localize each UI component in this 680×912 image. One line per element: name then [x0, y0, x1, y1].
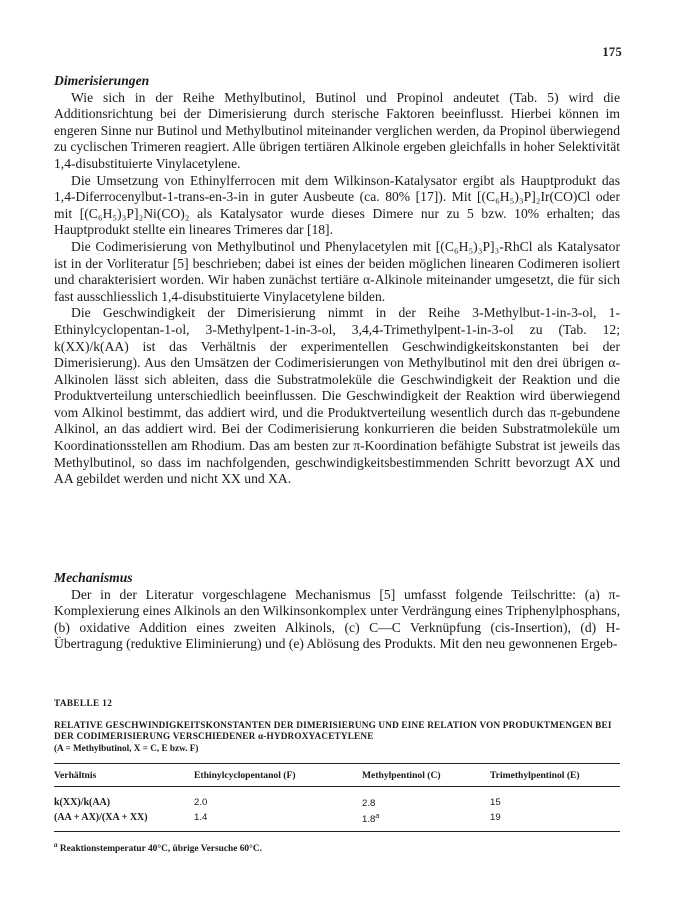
table-row: [54, 811, 620, 832]
cell-value: 2.8: [362, 798, 376, 810]
table-cell: [362, 786, 490, 810]
paragraph: Wie sich in der Reihe Methylbutinol, Butinol und Propinol andeutet (Tab. 5) wird die Additionsrichtung bei der Dimerisierung durch sterische Faktoren beeinflusst. Hierbei können im engeren Sinne nur Butinol und Methylbutinol miteinander verglichen werden, da Propinol überwiegend zu cyclischen Trimeren reagiert. Alle übrigen tertiären Alkinole ergeben gleichfalls in hoher Selektivität 1,4-disubstituierte Vinylacetylene.: [54, 89, 620, 171]
data-table: [54, 763, 620, 832]
column-header: Verhältnis: [54, 770, 97, 782]
table-caption-note: (A = Methylbutinol, X = C, E bzw. F): [54, 742, 199, 753]
paragraph: Die Codimerisierung von Methylbutinol und Phenylacetylen mit [(C₆H₅)₃P]₃-RhCl als Katalysator ist in der Vorliteratur [5] beschrieben; dabei ist eines der beiden möglichen linearen Codimeren isoliert und charakterisiert worden. Wir haben zunächst tertiäre α-Alkinole miteinander umgesetzt, die für sich fast ausschliesslich 1,4-disubstituierte Vinylacetylene bilden.: [54, 238, 620, 304]
column-header: Trimethylpentinol (E): [490, 770, 580, 782]
section-dimerisierungen: [54, 73, 620, 488]
table-cell: 2.0: [194, 796, 208, 808]
table-cell: 19: [490, 812, 501, 824]
cell-value: 1.8: [362, 813, 376, 825]
section-heading: Mechanismus: [54, 570, 133, 585]
table-row: [54, 786, 620, 810]
table-12: [54, 698, 620, 856]
column-header: Ethinylcyclopentanol (F): [194, 770, 296, 782]
table-cell: k(XX)/k(AA): [54, 796, 111, 808]
footnote-marker: a: [54, 841, 58, 850]
table-cell: 1.4: [194, 812, 208, 824]
table-cell: [362, 811, 490, 832]
footnote-text: Reaktionstemperatur 40°C, übrige Versuche 60°C.: [57, 844, 262, 855]
table-cell: 15: [490, 796, 501, 808]
page-number: 175: [602, 45, 622, 59]
table-header-row: [54, 764, 620, 787]
table-caption: RELATIVE GESCHWINDIGKEITSKONSTANTEN DER DIMERISIERUNG UND EINE RELATION VON PRODUKTMENGEN BEI DER CODIMERISIERUNG VERSCHIEDENER α-HYDROXYACETYLENE: [54, 719, 612, 742]
footnote-marker: a: [375, 812, 380, 820]
paragraph: Der in der Literatur vorgeschlagene Mechanismus [5] umfasst folgende Teilschritte: (a) π-Komplexierung eines Alkinols an den Wilkinsonkomplex unter Verdrängung eines Triphenylphosphans, (b) oxidative Addition eines zweiten Alkinols, (c) C—C Verknüpfung (cis-Insertion), (d) H-Übertragung (reduktive Eliminierung) und (e) Ablösung des Produkts. Mit den neu gewonnenen Ergeb-: [54, 586, 620, 652]
section-heading: Dimerisierungen: [54, 73, 150, 88]
paragraph: Die Umsetzung von Ethinylferrocen mit dem Wilkinson-Katalysator ergibt als Hauptprodukt das 1,4-Diferrocenylbut-1-trans-en-3-in in guter Ausbeute (ca. 80% [17]). Mit [(C₆H₅)₃P]₂Ir(CO)Cl oder mit [(C₆H₅)₃P]₂Ni(CO)₂ als Katalysator wurde dieses Dimere nur zu 5 bzw. 10% erhalten; das Hauptprodukt stellte ein lineares Trimeres dar [18].: [54, 172, 620, 238]
section-mechanismus: [54, 570, 620, 653]
paragraph: Die Geschwindigkeit der Dimerisierung nimmt in der Reihe 3-Methylbut-1-in-3-ol, 1-Ethinylcyclopentan-1-ol, 3-Methylpent-1-in-3-ol, 3,4,4-Trimethylpent-1-in-3-ol zu (Tab. 12; k(XX)/k(AA) ist das Verhältnis der experimentellen Geschwindigkeitskonstanten bei der Dimerisierung). Aus den Umsätzen der Codimerisierungen von Methylbutinol mit den drei übrigen α-Alkinolen lässt sich ableiten, dass die Substratmoleküle die Geschwindigkeit der Reaktion und die Produktverteilung unterschiedlich beeinflussen. Die Geschwindigkeit der Reaktion wird überwiegend vom Alkinol bestimmt, das addiert wird, und die Produktverteilung wesentlich durch das π-gebundene Alkinol, an das addiert wird. Bei der Codimerisierung konkurrieren die beiden Substratmoleküle um Koordinationsstellen am Rhodium. Das am besten zur π-Koordination befähigte Substrat ist jeweils das Methylbutinol, so dass im nachfolgenden, geschwindigkeitsbestimmenden Schritt bevorzugt AX und AA gebildet werden und nicht XX und XA.: [54, 305, 620, 487]
table-title: TABELLE 12: [54, 698, 113, 708]
column-header: Methylpentinol (C): [362, 770, 441, 782]
table-cell: (AA + AX)/(XA + XX): [54, 812, 148, 824]
table-footnote: [54, 840, 620, 856]
